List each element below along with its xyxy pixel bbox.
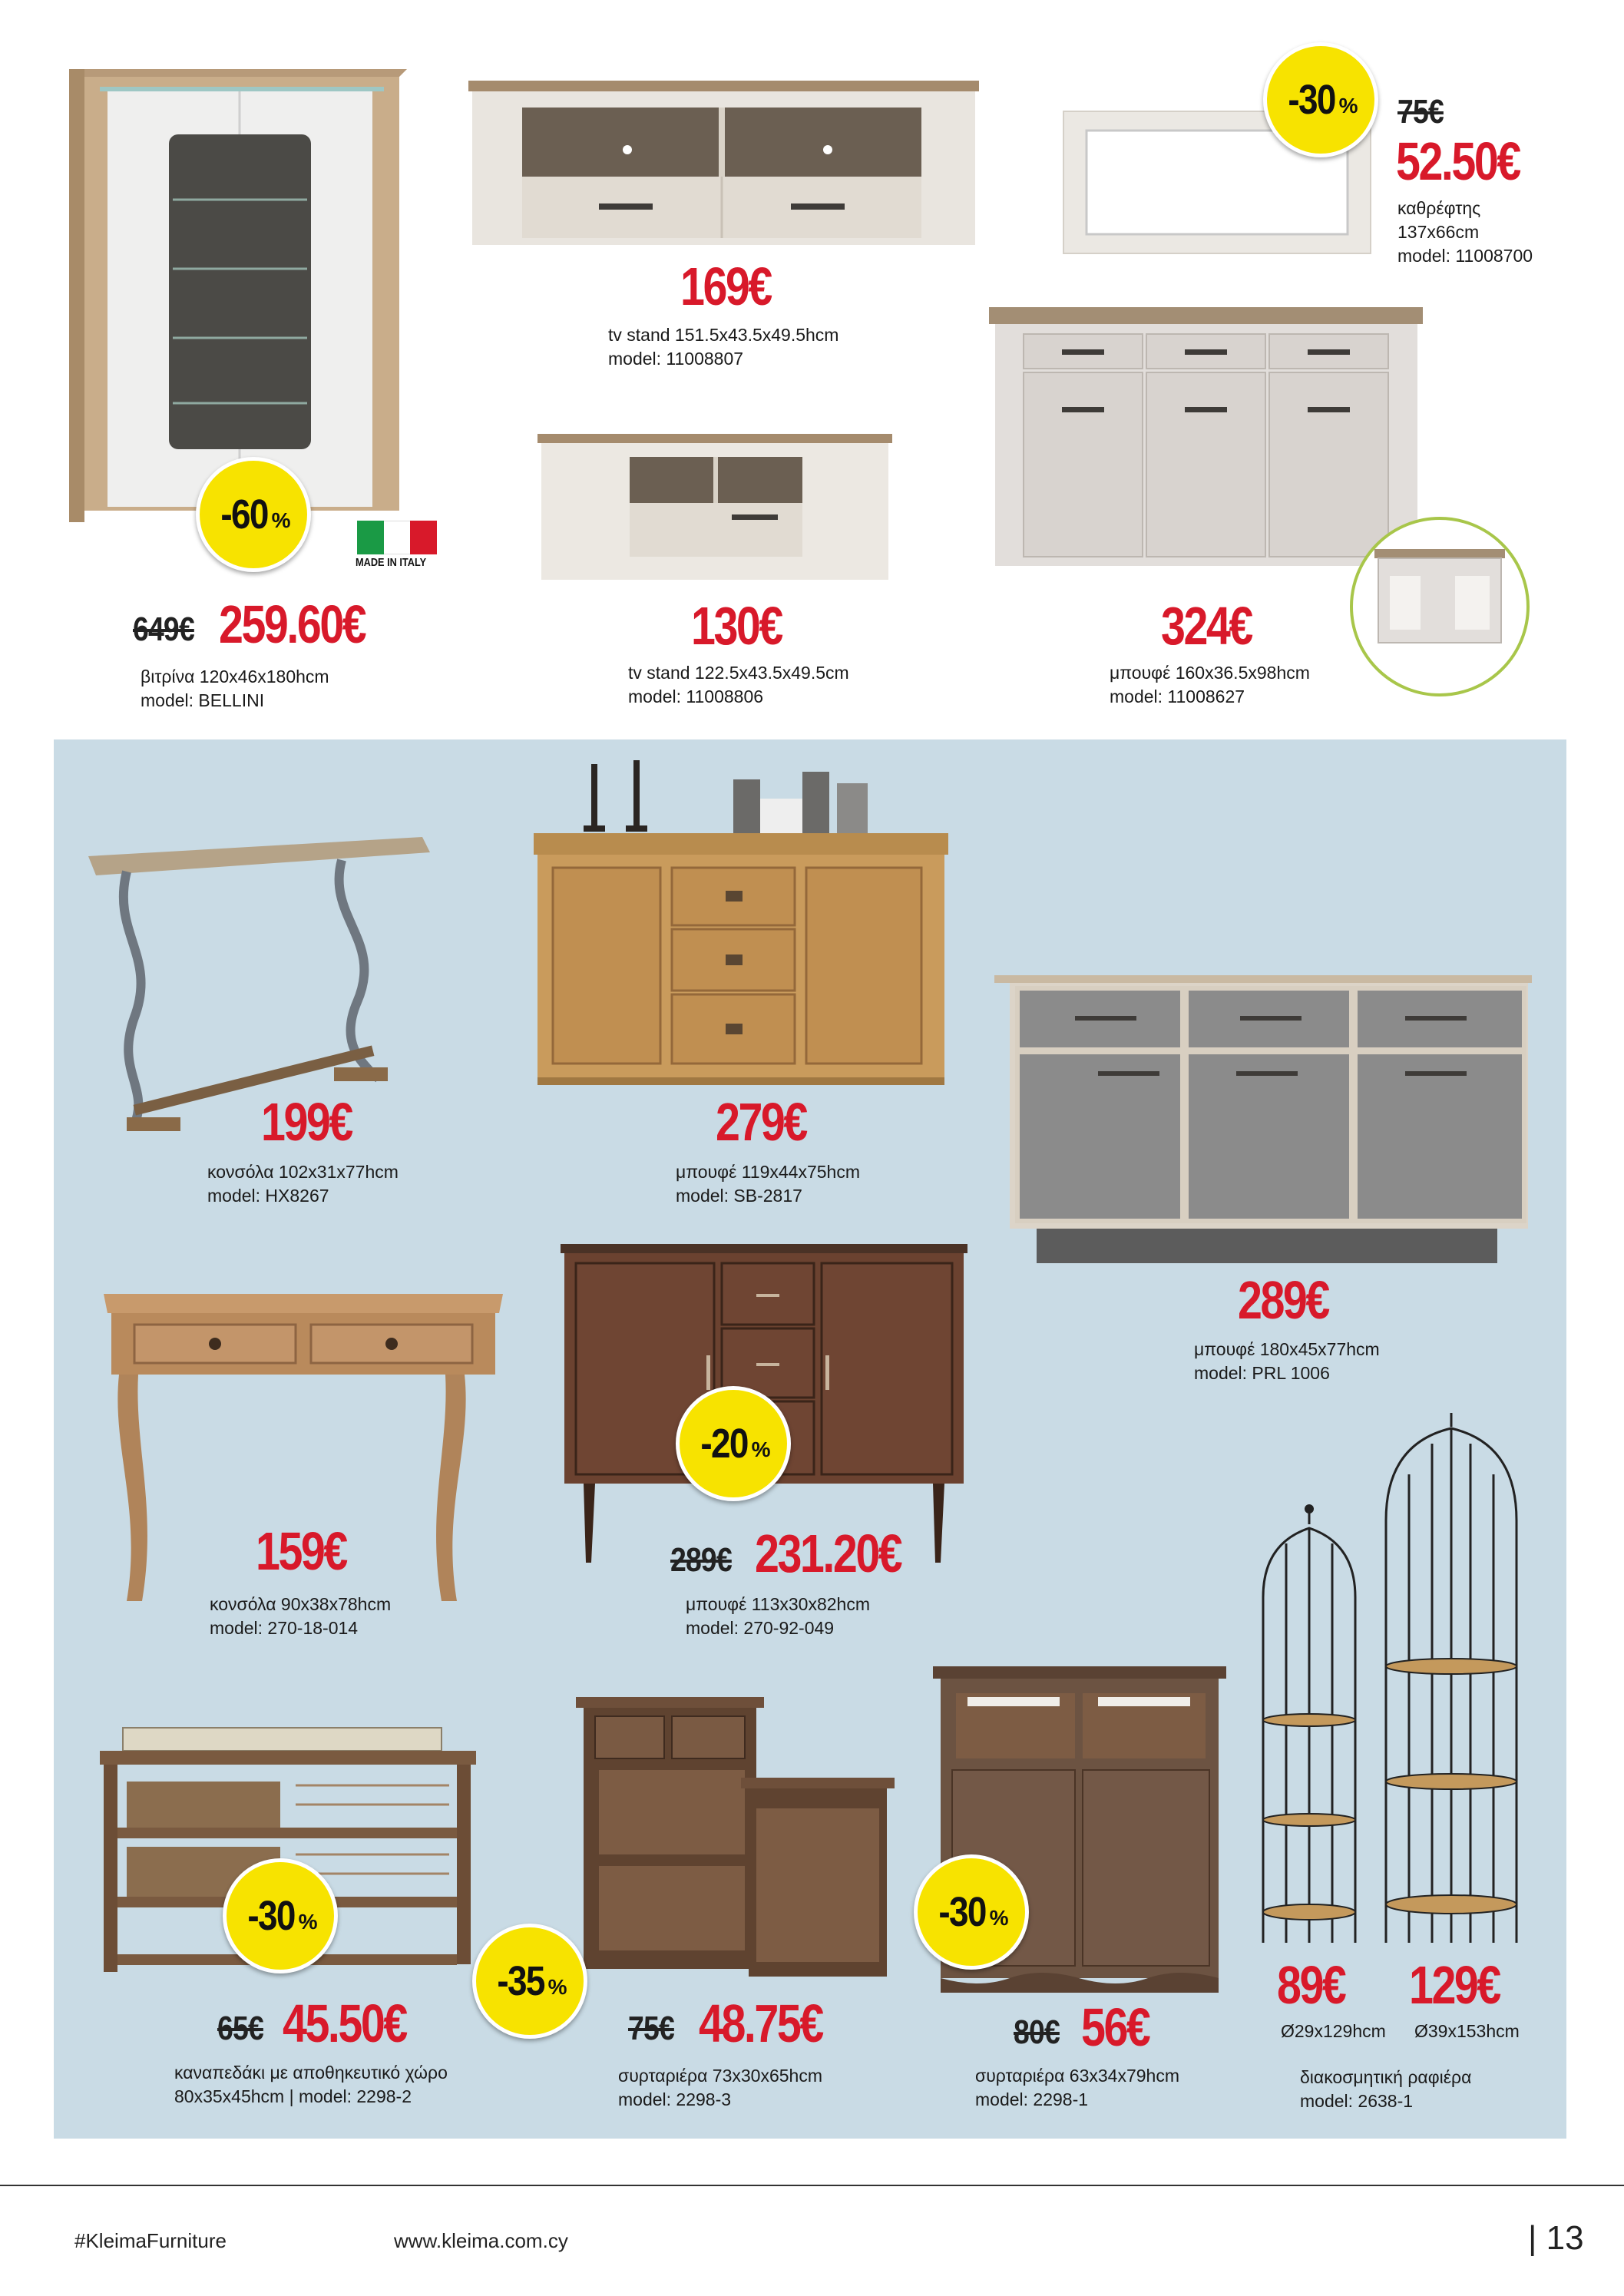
price: 231.20€ xyxy=(755,1523,901,1583)
italian-flag-icon xyxy=(357,521,437,554)
price: 56€ xyxy=(1081,1997,1149,2057)
price: 279€ xyxy=(716,1092,806,1152)
sideboard-oak-image xyxy=(530,756,952,1094)
tv-stand-large-image xyxy=(468,77,983,250)
price: 159€ xyxy=(256,1521,346,1581)
product-description: κονσόλα 102x31x77hcm model: HX8267 xyxy=(207,1162,399,1206)
price: 89€ xyxy=(1277,1955,1345,2015)
console-iron-image xyxy=(81,825,434,1152)
made-in-italy-label: MADE IN ITALY xyxy=(356,556,427,569)
size-label: Ø29x129hcm xyxy=(1281,2021,1386,2041)
discount-badge: -30 % xyxy=(1263,42,1378,157)
product-description: καθρέφτης 137x66cm model: 11008700 xyxy=(1397,198,1533,266)
birdcage-shelf-image xyxy=(1255,1413,1547,1943)
product-description: μπουφέ 180x45x77hcm model: PRL 1006 xyxy=(1194,1339,1380,1383)
product-description: συρταριέρα 73x30x65hcm model: 2298-3 xyxy=(618,2066,823,2109)
discount-badge: -20 % xyxy=(676,1386,791,1501)
discount-badge: -35 % xyxy=(472,1924,587,2039)
product-description: μπουφέ 119x44x75hcm model: SB-2817 xyxy=(676,1162,861,1206)
price: 129€ xyxy=(1409,1955,1500,2015)
price: 169€ xyxy=(680,256,771,316)
tv-stand-small-image xyxy=(537,430,895,584)
discount-badge: -60 % xyxy=(196,457,311,572)
product-description: μπουφέ 113x30x82hcm model: 270-92-049 xyxy=(686,1594,871,1638)
page-number: | 13 xyxy=(1528,2219,1584,2257)
old-price: 80€ xyxy=(1014,2013,1060,2051)
footer-website-link[interactable]: www.kleima.com.cy xyxy=(394,2229,568,2252)
price: 324€ xyxy=(1161,596,1252,656)
discount-badge: -30 % xyxy=(914,1854,1029,1970)
product-description: tv stand 122.5x43.5x49.5cm model: 11008806 xyxy=(628,663,849,706)
vitrina-image xyxy=(69,65,415,526)
footer-hashtag[interactable]: #KleimaFurniture xyxy=(74,2229,227,2252)
product-description: tv stand 151.5x43.5x49.5hcm model: 11008807 xyxy=(608,325,839,369)
product-description: διακοσμητική ραφιέρα model: 2638-1 xyxy=(1300,2067,1472,2111)
old-price: 75€ xyxy=(628,2010,674,2047)
old-price: 289€ xyxy=(670,1541,732,1579)
price: 48.75€ xyxy=(699,1993,822,2053)
product-description: κονσόλα 90x38x78hcm model: 270-18-014 xyxy=(210,1594,392,1638)
old-price: 75€ xyxy=(1397,93,1444,131)
old-price: 65€ xyxy=(217,2010,263,2047)
sideboard-grey-image xyxy=(991,971,1536,1271)
sideboard-inset-image xyxy=(1348,514,1532,699)
price: 259.60€ xyxy=(219,594,365,654)
price: 52.50€ xyxy=(1396,131,1520,191)
chest-of-drawers-step-image xyxy=(576,1693,898,1985)
product-description: βιτρίνα 120x46x180hcm model: BELLINI xyxy=(141,667,329,710)
product-description: μπουφέ 160x36.5x98hcm model: 11008627 xyxy=(1110,663,1310,706)
old-price: 649€ xyxy=(133,610,194,648)
discount-badge: -30 % xyxy=(223,1858,338,1973)
price: 45.50€ xyxy=(283,1993,406,2053)
price: 289€ xyxy=(1238,1270,1328,1330)
footer-divider xyxy=(0,2185,1624,2186)
price: 199€ xyxy=(261,1092,352,1152)
product-description: συρταριέρα 63x34x79hcm model: 2298-1 xyxy=(975,2066,1180,2109)
price: 130€ xyxy=(691,596,782,656)
size-label: Ø39x153hcm xyxy=(1414,2021,1520,2041)
product-description: καναπεδάκι με αποθηκευτικό χώρο 80x35x45hcm | model: 2298-2 xyxy=(174,2063,448,2106)
